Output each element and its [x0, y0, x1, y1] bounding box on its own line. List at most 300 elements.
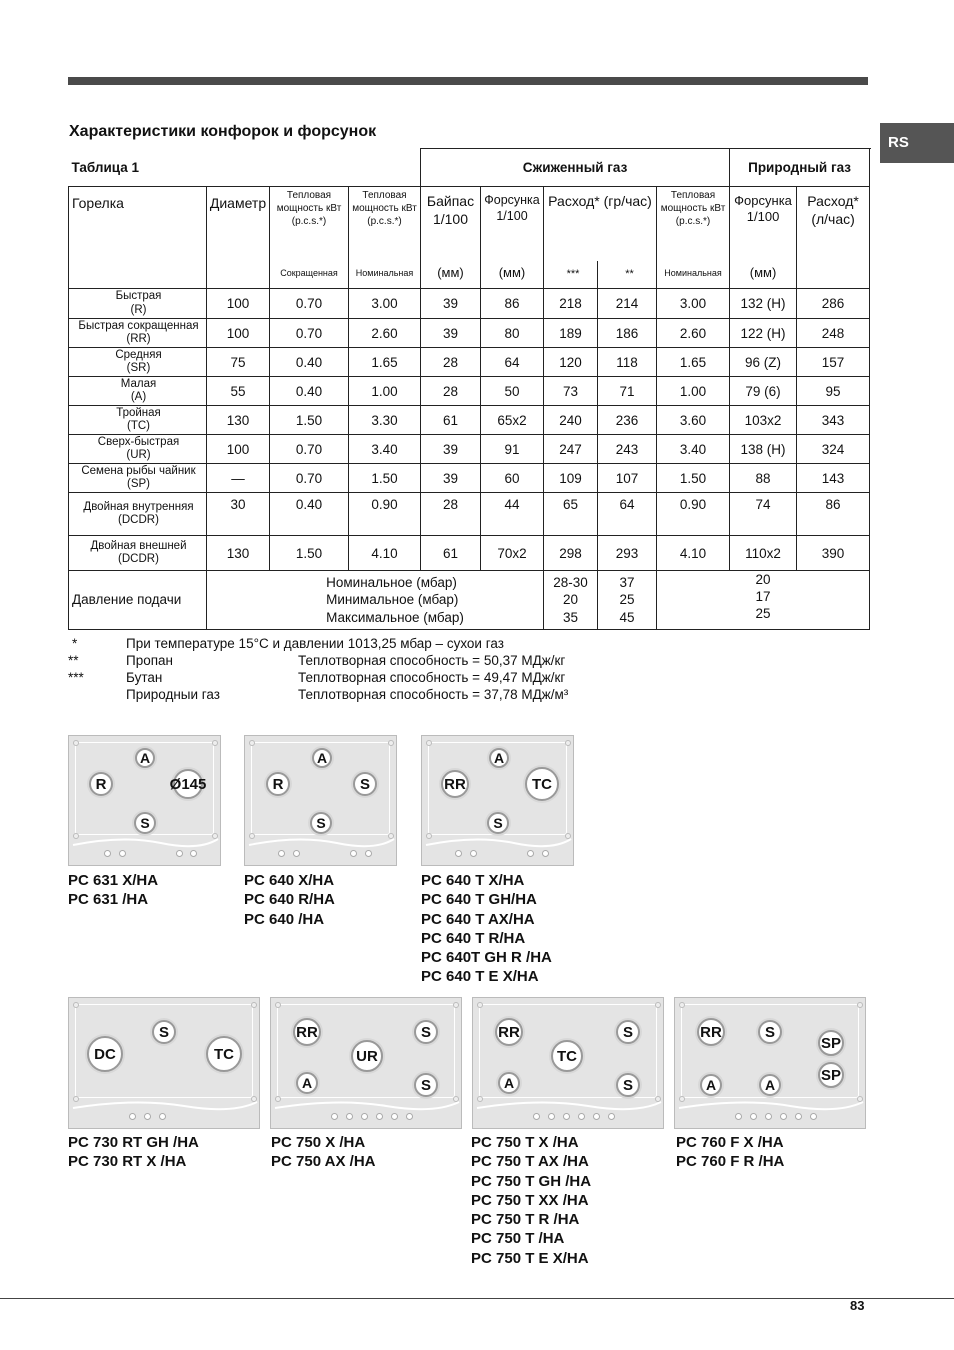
screw-icon: [655, 1002, 661, 1008]
model-name: PC 730 RT X /HA: [68, 1153, 187, 1171]
model-name: PC 750 X /HA: [271, 1134, 366, 1151]
cell-bypass: 28: [421, 493, 481, 536]
knob-icon: [780, 1113, 787, 1120]
screw-icon: [426, 740, 432, 746]
burner-icon: RR: [495, 1018, 523, 1046]
cell-ng_inj: 138 (H): [730, 435, 797, 464]
cell-f2: 293: [598, 536, 657, 571]
screw-icon: [388, 740, 394, 746]
top-rule: [68, 77, 868, 85]
burner-icon: A: [135, 748, 155, 768]
footnote-text: При температуре 15°C и давлении 1013,25 мбар – сухои газ: [126, 636, 504, 651]
cell-f3: 189: [544, 319, 598, 348]
burner-name-text: Средняя: [115, 348, 162, 361]
model-name: PC 750 T XX /HA: [471, 1191, 589, 1209]
cell-ng_inj: 79 (6): [730, 377, 797, 406]
cell-inj: 60: [481, 464, 544, 493]
control-panel-wave: [422, 831, 575, 861]
col-ng-injector: Форсунка 1/100: [734, 193, 792, 225]
footnote-row: [68, 669, 628, 686]
model-name: PC 631 X/HA: [68, 872, 159, 889]
burner-icon: S: [616, 1073, 640, 1097]
page-number: 83: [850, 1298, 865, 1313]
cell-diam: 30: [207, 493, 270, 536]
burner-code: (DCDR): [118, 514, 159, 526]
control-panel-wave: [473, 1094, 665, 1124]
cell-ng_flow: 95: [797, 377, 870, 406]
unit-mm: (мм): [437, 265, 464, 280]
cell-diam: 75: [207, 348, 270, 377]
col-heat-power-reduced: Тепловая мощность кВт (p.c.s.*): [276, 190, 342, 227]
cell-bypass: 28: [421, 377, 481, 406]
hob-diagram: [244, 735, 397, 866]
model-list: [68, 871, 158, 910]
model-name: PC 750 T R /HA: [471, 1211, 580, 1229]
table-label: Таблица 1: [71, 159, 140, 175]
col-ng-heat-power: Тепловая мощность кВт (p.c.s.*): [660, 190, 726, 227]
knob-icon: [750, 1113, 757, 1120]
cell-inj: 50: [481, 377, 544, 406]
model-name: PC 760 F R /HA: [676, 1153, 785, 1171]
col-ng-nominal: Номинальная: [664, 268, 722, 278]
screw-icon: [212, 740, 218, 746]
cell-nom: 2.60: [349, 319, 421, 348]
unit-3star: ***: [566, 268, 580, 280]
pressure-value: 25: [755, 605, 771, 621]
cell-diam: 130: [207, 536, 270, 571]
burner-icon: S: [134, 812, 156, 834]
pressure-value: 28-30: [553, 574, 588, 590]
cell-diam: 100: [207, 289, 270, 319]
cell-diam: 55: [207, 377, 270, 406]
knob-icon: [527, 850, 534, 857]
cell-ng_inj: 96 (Z): [730, 348, 797, 377]
table-row: [69, 536, 870, 571]
knob-icon: [331, 1113, 338, 1120]
knob-icon: [159, 1113, 166, 1120]
screw-icon: [251, 1002, 257, 1008]
footnote-text: Природныи газ: [126, 687, 220, 702]
model-name: PC 750 T E X/HA: [471, 1249, 589, 1267]
burner-code: (R): [130, 303, 147, 316]
ng-group-header: Природный газ: [730, 149, 870, 187]
knob-icon: [608, 1113, 615, 1120]
burner-icon: S: [353, 772, 377, 796]
col-heat-power-nominal: Тепловая мощность кВт (p.c.s.*): [352, 190, 417, 227]
cell-ng_flow: 143: [797, 464, 870, 493]
knob-icon: [104, 850, 111, 857]
table-row: [69, 289, 870, 319]
cell-ng_nom: 2.60: [657, 319, 730, 348]
model-name: PC 750 T X /HA: [471, 1134, 579, 1151]
knob-icon: [406, 1113, 413, 1120]
cell-red: 1.50: [270, 536, 349, 571]
control-panel-wave: [69, 1094, 261, 1124]
col-nominal: Номинальная: [355, 268, 414, 278]
knob-icon: [391, 1113, 398, 1120]
cell-ng_flow: 286: [797, 289, 870, 319]
cell-red: 0.70: [270, 319, 349, 348]
burner-icon: S: [310, 812, 332, 834]
knob-icon: [810, 1113, 817, 1120]
model-list: [68, 1133, 199, 1172]
cell-red: 0.40: [270, 493, 349, 536]
burner-name: [69, 435, 207, 464]
burner-name: [69, 493, 207, 536]
cell-f2: 71: [598, 377, 657, 406]
knob-icon: [176, 850, 183, 857]
footnotes: [68, 635, 628, 703]
model-name: PC 640 T E X/HA: [421, 968, 539, 986]
burner-name-text: Быстрая сокращенная: [78, 319, 199, 332]
model-list: [244, 871, 335, 929]
hob-diagram: [270, 997, 462, 1129]
pressure-value: 20: [562, 592, 579, 608]
cell-diam: 130: [207, 406, 270, 435]
burner-icon: A: [296, 1072, 318, 1094]
table-row: [69, 377, 870, 406]
pressure-value: 25: [619, 592, 635, 608]
burner-icon: S: [758, 1020, 782, 1044]
knob-icon: [278, 850, 285, 857]
burner-icon: S: [414, 1073, 438, 1097]
knob-icon: [455, 850, 462, 857]
screw-icon: [249, 740, 255, 746]
model-name: PC 631 /HA: [68, 891, 149, 909]
burner-name: [69, 319, 207, 348]
cell-bypass: 39: [421, 435, 481, 464]
model-name: PC 750 T AX /HA: [471, 1153, 589, 1171]
cell-diam: —: [207, 464, 270, 493]
section-heading: Характеристики конфорок и форсунок: [69, 123, 377, 140]
burner-icon: S: [414, 1020, 438, 1044]
cell-ng_inj: 110x2: [730, 536, 797, 571]
burner-icon: A: [489, 748, 509, 768]
cell-nom: 4.10: [349, 536, 421, 571]
knob-icon: [119, 850, 126, 857]
burner-name: [69, 536, 207, 571]
cell-red: 0.70: [270, 289, 349, 319]
cell-diam: 100: [207, 435, 270, 464]
knob-icon: [795, 1113, 802, 1120]
cell-f3: 218: [544, 289, 598, 319]
burner-name: [69, 377, 207, 406]
col-flow-lpg: Расход* (гр/час): [548, 193, 652, 209]
unit-mm: (мм): [749, 265, 777, 280]
cell-f3: 240: [544, 406, 598, 435]
burner-name: [69, 464, 207, 493]
cell-ng_flow: 157: [797, 348, 870, 377]
knob-icon: [765, 1113, 772, 1120]
model-name: PC 640 R/HA: [244, 891, 335, 909]
model-name: PC 730 RT GH /HA: [68, 1134, 199, 1151]
cell-nom: 1.65: [349, 348, 421, 377]
burner-name-text: Быстрая: [115, 290, 162, 303]
screw-icon: [275, 1002, 281, 1008]
burner-name: [69, 348, 207, 377]
burner-name-text: Двойная внутренняя: [83, 500, 194, 513]
cell-ng_nom: 3.60: [657, 406, 730, 435]
cell-ng_flow: 248: [797, 319, 870, 348]
burner-name-text: Сверх-быстрая: [97, 435, 180, 448]
footnote-row: [68, 652, 628, 669]
pressure-value: 35: [562, 609, 579, 625]
knob-icon: [365, 850, 372, 857]
model-name: PC 640 /HA: [244, 910, 325, 928]
knob-icon: [350, 850, 357, 857]
control-panel-wave: [69, 831, 222, 861]
burner-name-text: Двойная внешней: [90, 539, 187, 552]
model-name: PC 640 T X/HA: [421, 872, 525, 889]
knob-icon: [563, 1113, 570, 1120]
col-flow-ng: Расход* (л/час): [807, 193, 859, 227]
burner-icon: S: [152, 1020, 176, 1044]
burner-icon: A: [759, 1074, 781, 1096]
pressure-value: 17: [755, 588, 771, 604]
burner-icon: S: [487, 812, 509, 834]
cell-inj: 44: [481, 493, 544, 536]
unit-mm: (мм): [498, 265, 526, 280]
pressure-label: Давление подачи: [69, 571, 207, 630]
burner-icon: R: [89, 772, 113, 796]
language-tab: RS: [880, 123, 954, 163]
cell-f3: 120: [544, 348, 598, 377]
cell-ng_inj: 88: [730, 464, 797, 493]
table-row: [69, 493, 870, 536]
cell-ng_inj: 103x2: [730, 406, 797, 435]
footnote-value: Теплотворная способность = 49,47 МДж/кг: [298, 670, 566, 685]
knob-icon: [578, 1113, 585, 1120]
cell-bypass: 61: [421, 406, 481, 435]
cell-nom: 1.00: [349, 377, 421, 406]
cell-ng_nom: 1.50: [657, 464, 730, 493]
cell-ng_nom: 1.00: [657, 377, 730, 406]
cell-ng_nom: 3.00: [657, 289, 730, 319]
burner-icon: R: [266, 772, 290, 796]
burner-icon: SP: [818, 1062, 844, 1088]
cell-nom: 3.00: [349, 289, 421, 319]
cell-ng_nom: 4.10: [657, 536, 730, 571]
cell-f2: 186: [598, 319, 657, 348]
pressure-minimum: Минимальное (мбар): [326, 592, 459, 608]
cell-ng_inj: 122 (H): [730, 319, 797, 348]
model-list: [271, 1133, 375, 1172]
model-name: PC 640 T R/HA: [421, 929, 526, 947]
burner-code: (TC): [127, 420, 150, 432]
table-row: [69, 406, 870, 435]
cell-f3: 109: [544, 464, 598, 493]
burner-code: (SR): [126, 362, 151, 374]
footnote-text: Пропан: [126, 653, 173, 668]
burner-icon: RR: [293, 1018, 321, 1046]
table-row: [69, 464, 870, 493]
pressure-nominal: Номинальное (мбар): [326, 574, 457, 590]
knob-icon: [735, 1113, 742, 1120]
bottom-rule: [0, 1298, 954, 1299]
cell-inj: 64: [481, 348, 544, 377]
cell-f3: 65: [544, 493, 598, 536]
screw-icon: [477, 1002, 483, 1008]
cell-f2: 118: [598, 348, 657, 377]
model-list: [471, 1133, 591, 1268]
burner-name: [69, 406, 207, 435]
burner-code: (RR): [126, 333, 151, 345]
cell-red: 0.40: [270, 377, 349, 406]
cell-red: 1.50: [270, 406, 349, 435]
cell-ng_inj: 74: [730, 493, 797, 536]
burner-code: (UR): [126, 449, 151, 461]
knob-icon: [346, 1113, 353, 1120]
col-burner: Горелка: [72, 195, 124, 211]
burner-name-text: Малая: [120, 377, 157, 390]
cell-ng_nom: 1.65: [657, 348, 730, 377]
burner-icon: A: [498, 1072, 520, 1094]
burner-name-text: Тройная: [116, 406, 161, 419]
footnote-text: Бутан: [126, 670, 163, 685]
burner-name-text: Семена рыбы чайник: [81, 464, 196, 477]
cell-ng_nom: 0.90: [657, 493, 730, 536]
pressure-value: 20: [755, 572, 771, 587]
model-name: PC 640T GH R /HA: [421, 949, 552, 967]
cell-f2: 214: [598, 289, 657, 319]
footnote-row: [68, 686, 628, 703]
burner-name: [69, 289, 207, 319]
cell-f2: 236: [598, 406, 657, 435]
burner-code: (A): [130, 391, 147, 403]
cell-bypass: 39: [421, 319, 481, 348]
burner-icon: TC: [551, 1040, 583, 1072]
cell-inj: 86: [481, 289, 544, 319]
footnote-value: Теплотворная способность = 50,37 МДж/кг: [298, 653, 566, 668]
burner-icon: TC: [206, 1036, 242, 1072]
screw-icon: [857, 1002, 863, 1008]
screw-icon: [679, 1002, 685, 1008]
cell-nom: 3.40: [349, 435, 421, 464]
cell-inj: 70x2: [481, 536, 544, 571]
model-name: PC 640 X/HA: [244, 872, 335, 889]
model-name: PC 750 T /HA: [471, 1230, 565, 1248]
control-panel-wave: [271, 1094, 463, 1124]
knob-icon: [293, 850, 300, 857]
knob-icon: [548, 1113, 555, 1120]
burner-icon: UR: [351, 1040, 383, 1072]
col-bypass: Байпас 1/100: [426, 193, 475, 227]
knob-icon: [593, 1113, 600, 1120]
table-row: [69, 348, 870, 377]
burner-icon: A: [700, 1074, 722, 1096]
cell-nom: 1.50: [349, 464, 421, 493]
pressure-maximum: Максимальное (мбар): [326, 609, 464, 625]
cell-bypass: 28: [421, 348, 481, 377]
cell-inj: 65x2: [481, 406, 544, 435]
cell-inj: 80: [481, 319, 544, 348]
unit-2star: **: [625, 268, 634, 280]
col-injector: Форсунка 1/100: [484, 193, 540, 223]
model-name: PC 750 AX /HA: [271, 1153, 376, 1171]
cell-ng_flow: 343: [797, 406, 870, 435]
knob-icon: [144, 1113, 151, 1120]
cell-f3: 298: [544, 536, 598, 571]
lpg-group-header: Сжиженный газ: [421, 149, 730, 187]
knob-icon: [129, 1113, 136, 1120]
knob-icon: [542, 850, 549, 857]
screw-icon: [73, 1002, 79, 1008]
burner-code: (SP): [127, 478, 150, 490]
cell-ng_flow: 324: [797, 435, 870, 464]
hob-diagram: [68, 997, 260, 1129]
model-name: PC 760 F X /HA: [676, 1134, 784, 1151]
cell-bypass: 61: [421, 536, 481, 571]
cell-inj: 91: [481, 435, 544, 464]
cell-bypass: 39: [421, 289, 481, 319]
burner-icon: RR: [441, 770, 469, 798]
table-row: [69, 435, 870, 464]
cell-f2: 64: [598, 493, 657, 536]
footnote-mark: **: [68, 653, 79, 668]
knob-icon: [533, 1113, 540, 1120]
cell-ng_inj: 132 (H): [730, 289, 797, 319]
screw-icon: [565, 740, 571, 746]
cell-f2: 107: [598, 464, 657, 493]
hob-diagram: [472, 997, 664, 1129]
footnote-value: Теплотворная способность = 37,78 МДж/м³: [298, 687, 569, 702]
footnote-row: [68, 635, 628, 652]
model-list: [676, 1133, 784, 1172]
hob-diagram: [68, 735, 221, 866]
pressure-value: 45: [619, 609, 635, 625]
cell-f3: 73: [544, 377, 598, 406]
cell-f3: 247: [544, 435, 598, 464]
cell-red: 0.70: [270, 435, 349, 464]
knob-icon: [376, 1113, 383, 1120]
cell-f2: 243: [598, 435, 657, 464]
knob-icon: [470, 850, 477, 857]
control-panel-wave: [245, 831, 398, 861]
burner-icon: Ø145: [173, 769, 203, 799]
burner-code: (DCDR): [118, 553, 159, 565]
burner-spec-table: [68, 148, 870, 630]
screw-icon: [453, 1002, 459, 1008]
footnote-mark: ***: [68, 670, 84, 685]
knob-icon: [190, 850, 197, 857]
cell-ng_flow: 86: [797, 493, 870, 536]
cell-ng_flow: 390: [797, 536, 870, 571]
hob-diagram: [674, 997, 866, 1129]
table-row: [69, 319, 870, 348]
burner-icon: SP: [818, 1030, 844, 1056]
footnote-mark: *: [72, 636, 78, 651]
cell-bypass: 39: [421, 464, 481, 493]
model-name: PC 750 T GH /HA: [471, 1172, 592, 1190]
screw-icon: [73, 740, 79, 746]
hob-diagram: [421, 735, 574, 866]
cell-nom: 3.30: [349, 406, 421, 435]
cell-red: 0.40: [270, 348, 349, 377]
model-name: PC 640 T GH/HA: [421, 891, 537, 909]
pressure-value: 37: [619, 574, 635, 590]
cell-diam: 100: [207, 319, 270, 348]
burner-icon: A: [312, 748, 332, 768]
burner-icon: S: [616, 1020, 640, 1044]
model-name: PC 640 T AX/HA: [421, 910, 535, 928]
burner-icon: TC: [525, 767, 559, 801]
cell-nom: 0.90: [349, 493, 421, 536]
model-list: [421, 871, 552, 987]
knob-icon: [361, 1113, 368, 1120]
burner-icon: RR: [697, 1018, 725, 1046]
cell-ng_nom: 3.40: [657, 435, 730, 464]
col-reduced: Сокращенная: [280, 268, 338, 278]
